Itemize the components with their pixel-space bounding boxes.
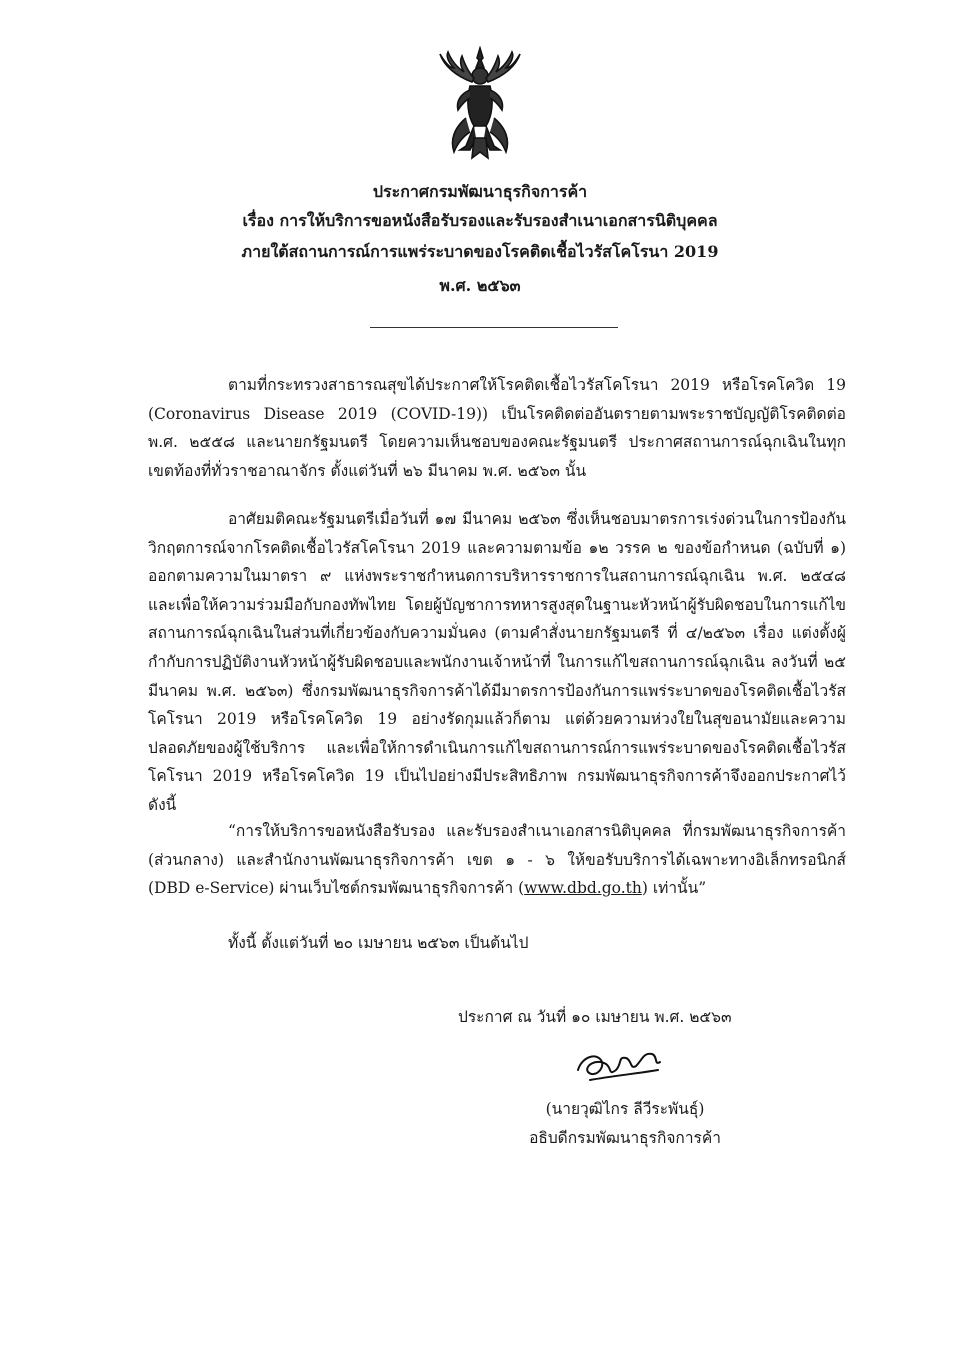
paragraph-authority: อาศัยมติคณะรัฐมนตรีเมื่อวันที่ ๑๗ มีนาคม ๒๕๖๓ ซึ่งเห็นชอบมาตรการเร่งด่วนในการป้องกันวิกฤตการณ์จากโรคติดเชื้อไวรัสโคโรนา 2019 และความตามข้อ ๑๒ วรรค ๒ ของข้อกำหนด (ฉบับที่ ๑) ออกตามความในมาตรา ๙ แห่งพระราชกำหนดการบริหารราชการในสถานการณ์ฉุกเฉิน พ.ศ. ๒๕๔๘ และเพื่อให้ความร่วมมือกับกองทัพไทย โดยผู้บัญชาการทหารสูงสุดในฐานะหัวหน้าผู้รับผิดชอบในการแก้ไขสถานการณ์ฉุกเฉินในส่วนที่เกี่ยวข้องกับความมั่นคง (ตามคำสั่งนายกรัฐมนตรี ที่ ๔/๒๕๖๓ เรื่อง แต่งตั้งผู้กำกับการปฏิบัติงานหัวหน้าผู้รับผิดชอบและพนักงานเจ้าหน้าที่ ในการแก้ไขสถานการณ์ฉุกเฉิน ลงวันที่ ๒๕ มีนาคม พ.ศ. ๒๕๖๓) ซึ่งกรมพัฒนาธุรกิจการค้าได้มีมาตรการป้องกันการแพร่ระบาดของโรคติดเชื้อไวรัสโคโรนา 2019 หรือโรคโควิด 19 อย่างรัดกุมแล้วก็ตาม แต่ด้วยความห่วงใยในสุขอนามัยและความปลอดภัยของผู้ใช้บริการ และเพื่อให้การดำเนินการแก้ไขสถานการณ์การแพร่ระบาดของโรคติดเชื้อไวรัสโคโรนา 2019 หรือโรคโควิด 19 เป็นไปอย่างมีประสิทธิภาพ กรมพัฒนาธุรกิจการค้าจึงออกประกาศไว้ ดังนี้: [148, 510, 846, 814]
document-heading: ประกาศกรมพัฒนาธุรกิจการค้า: [372, 182, 588, 201]
signatory-title: อธิบดีกรมพัฒนาธุรกิจการค้า: [529, 1129, 721, 1147]
document-subject-continued: ภายใต้สถานการณ์การแพร่ระบาดของโรคติดเชื้อไวรัสโคโรนา 2019: [241, 242, 719, 261]
document-year: พ.ศ. ๒๕๖๓: [439, 276, 521, 295]
signature-icon: [572, 1040, 668, 1094]
dbd-website-link[interactable]: www.dbd.go.th: [524, 879, 642, 898]
garuda-emblem-icon: [436, 46, 524, 162]
document-subject: เรื่อง การให้บริการขอหนังสือรับรองและรับรองสำเนาเอกสารนิติบุคคล: [242, 211, 718, 230]
header-divider: [370, 327, 618, 328]
effective-date: ทั้งนี้ ตั้งแต่วันที่ ๒๐ เมษายน ๒๕๖๓ เป็นต้นไป: [228, 934, 529, 952]
announcement-text-end: ) เท่านั้น”: [641, 879, 707, 898]
announcement-date: ประกาศ ณ วันที่ ๑๐ เมษายน พ.ศ. ๒๕๖๓: [458, 1008, 732, 1026]
signatory-name: (นายวุฒิไกร ลีวีระพันธุ์): [545, 1100, 705, 1118]
announcement-text: “การให้บริการขอหนังสือรับรอง และรับรองสำเนาเอกสารนิติบุคคล ที่กรมพัฒนาธุรกิจการค้า (ส่วนกลาง) และสำนักงานพัฒนาธุรกิจการค้า เขต ๑ - ๖ ให้ขอรับบริการได้เฉพาะทางอิเล็กทรอนิกส์ (DBD e-Service) ผ่านเว็บไซต์กรมพัฒนาธุรกิจการค้า (: [148, 822, 846, 898]
paragraph-background: ตามที่กระทรวงสาธารณสุขได้ประกาศให้โรคติดเชื้อไวรัสโคโรนา 2019 หรือโรคโควิด 19 (Coronavirus Disease 2019 (COVID-19)) เป็นโรคติดต่ออันตรายตามพระราชบัญญัติโรคติดต่อ พ.ศ. ๒๕๕๘ และนายกรัฐมนตรี โดยความเห็นชอบของคณะรัฐมนตรี ประกาศสถานการณ์ฉุกเฉินในทุกเขตท้องที่ทั่วราชอาณาจักร ตั้งแต่วันที่ ๒๖ มีนาคม พ.ศ. ๒๕๖๓ นั้น: [148, 376, 846, 480]
paragraph-announcement: [148, 817, 846, 903]
